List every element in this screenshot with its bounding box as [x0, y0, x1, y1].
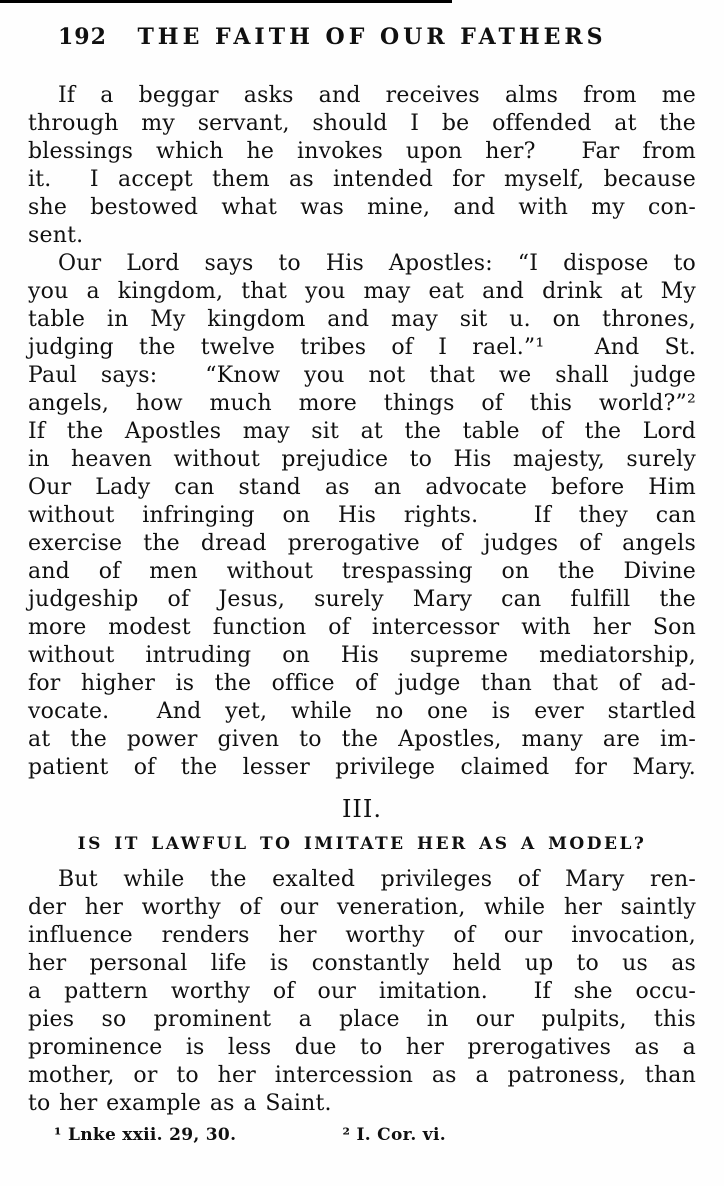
section-heading: III.	[341, 795, 383, 823]
footnotes	[28, 1124, 696, 1146]
text-line: exercise the dread prerogative of judges of angels	[28, 531, 696, 556]
text-line: through my servant, should I be offended at the	[28, 111, 696, 136]
text-line: But while the exalted privileges of Mary ren-	[58, 867, 696, 892]
running-header	[0, 0, 724, 54]
text-line: at the power given to the Apostles, many are im-	[28, 727, 696, 752]
text-line: for higher is the office of judge than that of ad-	[28, 671, 696, 696]
text-line: blessings which he invokes upon her? Far from	[28, 139, 696, 164]
text-line: she bestowed what was mine, and with my con-	[28, 195, 696, 220]
text-line: If the Apostles may sit at the table of the Lord	[28, 419, 696, 444]
page-number: 192	[58, 24, 107, 50]
text-line: a pattern worthy of our imitation. If she occu-	[28, 979, 696, 1004]
text-line: it. I accept them as intended for myself, because	[28, 167, 696, 192]
text-line: more modest function of intercessor with her Son	[28, 615, 696, 640]
text-block	[28, 82, 696, 1118]
running-title: THE FAITH OF OUR FATHERS	[137, 24, 607, 50]
text-line: judgeship of Jesus, surely Mary can fulfill the	[28, 587, 696, 612]
text-line: judging the twelve tribes of I rael.”¹ And St.	[28, 335, 696, 360]
text-line: vocate. And yet, while no one is ever startled	[28, 699, 696, 724]
text-line: influence renders her worthy of our invocation,	[28, 923, 696, 948]
text-line: you a kingdom, that you may eat and drink at My	[28, 279, 696, 304]
paragraph-3	[28, 866, 696, 1118]
section-subheading: IS IT LAWFUL TO IMITATE HER AS A MODEL?	[77, 834, 647, 854]
text-line: in heaven without prejudice to His majesty, surely	[28, 447, 696, 472]
text-line: without infringing on His rights. If they can	[28, 503, 696, 528]
paragraph-2	[28, 250, 696, 782]
text-line: prominence is less due to her prerogatives as a	[28, 1035, 696, 1060]
footnote-1: ¹ Lnke xxii. 29, 30.	[54, 1125, 237, 1145]
text-line: If a beggar asks and receives alms from me	[58, 83, 696, 108]
text-line: patient of the lesser privilege claimed for Mary.	[28, 755, 696, 780]
text-line: her personal life is constantly held up to us as	[28, 951, 696, 976]
footnote-2: ² I. Cor. vi.	[342, 1125, 446, 1145]
text-line: table in My kingdom and may sit u. on thrones,	[28, 307, 696, 332]
text-line: Our Lady can stand as an advocate before Him	[28, 475, 696, 500]
text-line: der her worthy of our veneration, while her saintly	[28, 895, 696, 920]
text-line: without intruding on His supreme mediatorship,	[28, 643, 696, 668]
text-line: Paul says: “Know you not that we shall judge	[28, 363, 696, 388]
paragraph-1	[28, 82, 696, 250]
text-line: and of men without trespassing on the Divine	[28, 559, 696, 584]
text-line: mother, or to her intercession as a patroness, than	[28, 1063, 696, 1088]
text-line: Our Lord says to His Apostles: “I dispose to	[58, 251, 696, 276]
text-line: angels, how much more things of this world?”²	[28, 391, 696, 416]
text-line: pies so prominent a place in our pulpits, this	[28, 1007, 696, 1032]
text-line: to her example as a Saint.	[28, 1091, 332, 1116]
text-line: sent.	[28, 223, 84, 248]
